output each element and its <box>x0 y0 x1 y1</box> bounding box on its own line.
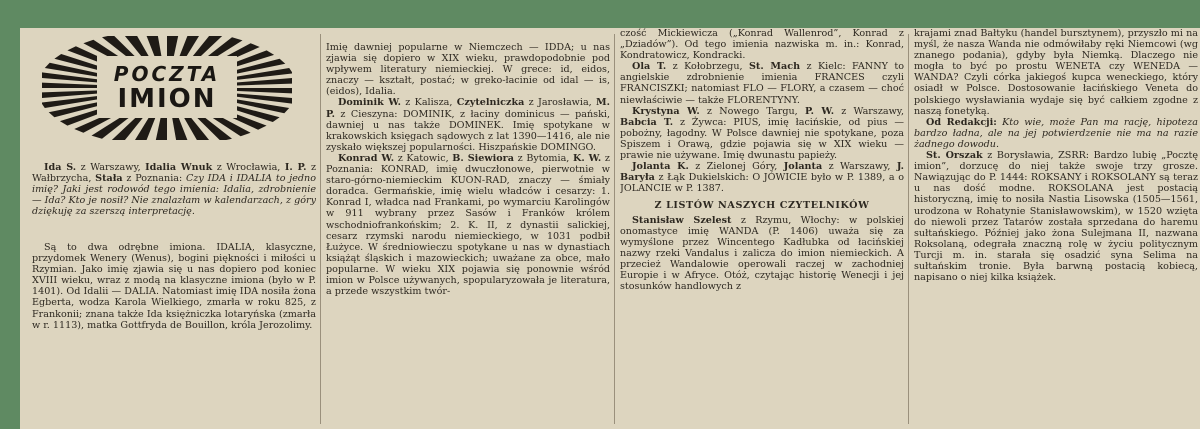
column-1-body <box>32 242 316 420</box>
author-name: St. Orszak <box>926 150 983 162</box>
author-name: P. W. <box>804 105 835 117</box>
logo-title-line2: IMION <box>117 84 217 114</box>
logo-title-line1: POCZTA <box>113 62 221 86</box>
author-name: Krystyna W. <box>632 105 700 117</box>
author-name: Idalia Wnuk <box>145 162 213 173</box>
author-name: Stała <box>95 173 123 185</box>
author-name: Stanisław Szelest <box>632 214 732 226</box>
text-run: z Kielc: FANNY to angielskie zdrobnienie imienia FRANCES czyli FRANCISZKI; natomiast FLO — FLORY, a czasem — choć niewłaściwie — także FLORENTYNY. <box>620 61 904 106</box>
column-4 <box>914 28 1198 412</box>
reader-question: Czy IDA i IDALIA to jedno imię? Jaki jest rodowód tego imienia: Idalia, zdrobnienie — Ida? Kto je nosił? Nie znalazłam w kalendarzach, z góry dziękuję za szerszą interpretację. <box>32 173 316 218</box>
paragraph: Imię dawniej popularne w Niemczech — IDDA; u nas zjawia się dopiero w XIX wieku, prawdopodobnie pod wpływem literatury niemieckiej. W grece: id, eidos, znaczy — kształt, postać; w greko-łacinie od idal — is, (eidos), Idalia. <box>326 42 610 98</box>
text-run: z Borysławia, ZSRR: Bardzo lubię „Pocztę imion”, dorzucę do niej także swoje trzy grosze. Nawiązując do P. 1444: ROKSANY i ROKSOLANY są teraz u nas dość modne. ROKSOLANA jest postacią historyczną, imię to nosiła Nastia Lisowska (1505—1561, urodzona w Rohatynie Stanisławowskim), w 1520 wzięta do niewoli przez Tatarów została sprzedana do haremu sułtańskiego. Później jako żona Sulejmana II, nazwana Roksolaną, odegrała znaczną rolę w życiu politycznym Turcji m. in. starała się osadzić syna Selima na sułtańskim tronie. Była barwną postacią kobiecą, napisano o niej kilka książek. <box>914 150 1198 284</box>
text-run: z Warszawy, <box>76 162 146 173</box>
text-run: z Poznania: <box>122 173 186 185</box>
poczta-imion-logo <box>42 36 292 140</box>
letter-entry <box>620 161 904 194</box>
letter-entry <box>620 106 904 161</box>
text-run: z Bytomia, <box>513 152 574 164</box>
paragraph: czość Mickiewicza („Konrad Wallenrod”, Konrad z „Dziadów”). Od tego imienia nazwiska m. in.: Konrad, Kondratowicz, Kondracki. <box>620 28 904 62</box>
letter-entry <box>326 97 610 152</box>
author-name: B. Siewiora <box>452 152 514 164</box>
paragraph: krajami znad Bałtyku (handel bursztynem), przyszło mi na myśl, że nasza Wanda nie odmówiłaby ręki Niemcowi (wg znanego podania), gdyby była Niemką. Dlaczego nie mogła to być po prostu WENETA czy WENEDA — WANDA? Czyli córka jakiegoś kupca weneckiego, który osiadł w Polsce. Dostosowanie łacińskiego Veneta do polskiego wysławiania wydaje się być całkiem zgodne z naszą fonetyką. <box>914 28 1198 117</box>
column-divider <box>320 34 321 424</box>
author-name: K. W. <box>573 152 602 164</box>
column-3 <box>620 28 904 412</box>
author-name: M. P. <box>326 97 610 120</box>
text-run: z Zielonej Góry, <box>688 161 784 173</box>
author-name: Ida S. <box>44 162 77 173</box>
letter-entry <box>326 153 610 297</box>
column-1-intro <box>32 162 316 240</box>
editor-label: Od Redakcji: <box>926 116 997 128</box>
column-divider <box>614 34 615 424</box>
text-run: z Nowego Targu, <box>699 105 805 117</box>
author-name: Babcia T. <box>620 116 674 128</box>
editorial-note <box>914 117 1198 150</box>
author-name: St. Mach <box>748 61 801 73</box>
text-run: z Kalisza, <box>401 97 457 109</box>
author-name: J. Baryła <box>620 161 904 184</box>
text-run: z Kołobrzegu, <box>666 61 749 73</box>
author-name: Czytelniczka <box>456 97 525 109</box>
text-run: z Żywca: PIUS, imię łacińskie, od pius — pobożny, łagodny. W Polsce dawniej nie spotykane, poza Spiszem i Orawą, gdzie pojawia się w XIX wieku — prawie nie używane. Imię dwunastu papieży. <box>620 116 904 162</box>
text-run: z Poznania: KONRAD, imię dwuczłonowe, pierwotnie w staro-górno-niemieckim KUON-RAD, znaczy — śmiały doradca. Germańskie, imię wielu władców i cesarzy: 1. Konrad I, władca nad Frankami, po wymarciu Karolingów w 911 wybrany przez Sasów i Franków królem wschodniofrankońskim; 2. K. II, z dynastii salickiej, cesarz rzymski narodu niemieckiego, w 1031 podbił Łużyce. W średniowieczu spotykane u nas w dynastiach książąt śląskich i mazowieckich; uważane za obce, mało popularne. W wieku XIX pojawia się ponownie wśród imion w Polsce używanych, spopularyzowała je literatura, a przede wszystkim twór- <box>326 152 610 298</box>
author-name: Jolanta K. <box>632 161 689 173</box>
author-name: Ola T. <box>632 61 667 73</box>
author-name: Jolanta <box>783 161 823 173</box>
text-run: z Wałbrzycha, <box>32 162 316 185</box>
author-name: I. P. <box>284 162 307 173</box>
column-divider <box>908 34 909 424</box>
editor-reply: Kto wie, może Pan ma rację, hipoteza bardzo ładna, ale na jej potwierdzenie nie ma na razie żadnego dowodu. <box>914 116 1198 150</box>
author-name: Konrad W. <box>338 152 395 164</box>
letter-entry <box>914 150 1198 283</box>
text-run: z Cieszyna: DOMINIK, z łaciny dominicus — pański, dawniej u nas także DOMINEK. Imię spotykane w krakowskich księgach sądowych z lat 1390—1416, ale nie zyskało większej popularności. Hiszpańskie DOMINGO. <box>326 108 610 153</box>
newspaper-page <box>20 28 1200 429</box>
section-heading: Z LISTÓW NASZYCH CZYTELNIKÓW <box>654 200 870 212</box>
text-run: z Jarosławia, <box>524 97 597 109</box>
answer-paragraph: Są to dwa odrębne imiona. IDALIA, klasyczne, przydomek Wenery (Wenus), bogini piękności i miłości u Rzymian. Jako imię zjawia się u nas dopiero pod koniec XVIII wieku, wraz z modą na klasyczne imiona (było w P. 1401). Od Idalii — DALIA. Natomiast imię IDA nosiła żona Egberta, wodza Karola Wielkiego, zmarła w roku 825, z Frankonii; znana także Ida księżniczka lotaryńska (zmarła w r. 1113), matka Gottfryda de Bouillon, króla Jerozolimy. <box>32 242 316 331</box>
letter-entry <box>620 61 904 105</box>
text-run: z Warszawy, <box>834 105 904 117</box>
column-2 <box>326 42 610 426</box>
text-run: z Łąk Dukielskich: O JÓWICIE było w P. 1389, a o JOLANCIE w P. 1387. <box>620 172 904 195</box>
text-run: z Wrocławia, <box>212 162 285 173</box>
letter-entry <box>620 215 904 293</box>
author-name: Dominik W. <box>338 97 401 109</box>
text-run: z Rzymu, Włochy: w polskiej onomastyce imię WANDA (P. 1406) uważa się za wymyślone przez Wincentego Kadłubka od łacińskiej nazwy rzeki Vandalus i zalicza do imion niemieckich. A przecież Wandalowie operowali raczej w zachodniej Europie i w Afryce. Otóż, czytając historię Wenecji i jej stosunków handlowych z <box>620 214 904 293</box>
text-run: z Katowic, <box>394 152 453 164</box>
text-run: z Warszawy, <box>822 161 897 173</box>
